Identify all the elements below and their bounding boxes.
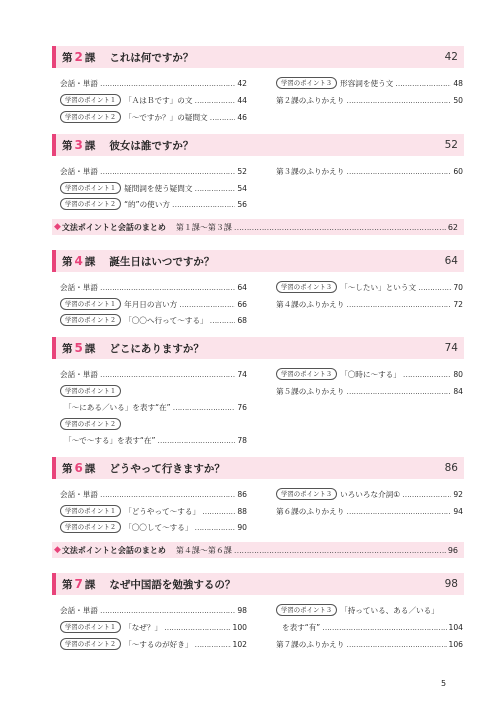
lesson-page: 86 <box>444 462 458 474</box>
toc-row[interactable]: 学習のポイント２ 「〇〇へ行って〜する」 ………………………………………………………………………………………………………………………… 68 <box>60 313 247 327</box>
point-badge: 学習のポイント３ <box>276 368 337 380</box>
toc-row[interactable]: 第４課のふりかえり ………………………………………………………………………………………………………………………… 72 <box>276 297 463 311</box>
lesson-number: 第 6 課 <box>62 460 96 475</box>
toc-row[interactable]: 学習のポイント２ “的”の使い方 ………………………………………………………………………………………………………………………… 56 <box>60 197 247 211</box>
summary-row[interactable] <box>52 219 464 235</box>
point-badge: 学習のポイント３ <box>276 77 337 89</box>
lesson-title: どうやって行きますか？ <box>109 462 225 475</box>
toc-row[interactable]: 第５課のふりかえり ………………………………………………………………………………………………………………………… 84 <box>276 384 463 398</box>
lesson-header <box>52 46 464 68</box>
lesson-number: 第 2 課 <box>62 49 96 64</box>
point-badge: 学習のポイント３ <box>276 604 337 616</box>
lesson-2 <box>52 46 464 68</box>
toc-row[interactable]: を表す“有” ………………………………………………………………………………………………………………………… 104 <box>282 620 463 634</box>
point-badge: 学習のポイント３ <box>276 488 337 500</box>
point-badge: 学習のポイント１ <box>60 385 121 397</box>
summary-range: 第１課〜第３課 <box>175 222 232 232</box>
lesson-header <box>52 457 464 479</box>
lesson-page: 42 <box>444 51 458 63</box>
point-badge: 学習のポイント２ <box>60 418 121 430</box>
toc-row[interactable]: 学習のポイント３ 「持っている、ある／いる」 <box>276 603 463 617</box>
point-badge: 学習のポイント１ <box>60 621 121 633</box>
toc-row[interactable]: 学習のポイント１ 「どうやって〜する」 ………………………………………………………………………………………………………………………… 88 <box>60 504 247 518</box>
lesson-page: 64 <box>444 255 458 267</box>
toc-row[interactable]: 学習のポイント１ 年月日の言い方 ………………………………………………………………………………………………………………………… 66 <box>60 297 247 311</box>
summary-title: 文法ポイントと会話のまとめ <box>61 545 166 555</box>
toc-row[interactable]: 学習のポイント２ 「〜ですか？」の疑問文 ………………………………………………………………………………………………………………………… 46 <box>60 110 247 124</box>
lesson-page: 98 <box>444 578 458 590</box>
toc-row[interactable]: 会話・単語 ………………………………………………………………………………………………………………………… 86 <box>60 487 247 501</box>
toc-row[interactable]: 「〜で〜する」を表す“在” ………………………………………………………………………………………………………………………… 78 <box>64 433 247 447</box>
lesson-title: 誕生日はいつですか？ <box>109 255 215 268</box>
summary-title: 文法ポイントと会話のまとめ <box>61 222 166 232</box>
toc-row[interactable]: 会話・単語 ………………………………………………………………………………………………………………………… 64 <box>60 280 247 294</box>
diamond-icon: ◆ <box>54 545 61 555</box>
lesson-title: 彼女は誰ですか？ <box>109 139 194 152</box>
toc-row[interactable]: 第３課のふりかえり ………………………………………………………………………………………………………………………… 60 <box>276 164 463 178</box>
toc-row[interactable]: 会話・単語 ………………………………………………………………………………………………………………………… 42 <box>60 76 247 90</box>
lesson-number: 第 5 課 <box>62 340 96 355</box>
toc-row[interactable]: 第２課のふりかえり ………………………………………………………………………………………………………………………… 50 <box>276 93 463 107</box>
point-badge: 学習のポイント１ <box>60 182 121 194</box>
lesson-page: 74 <box>444 342 458 354</box>
toc-row[interactable]: 学習のポイント３ 「〜したい」という文 ………………………………………………………………………………………………………………………… 70 <box>276 280 463 294</box>
toc-row[interactable]: 第７課のふりかえり ………………………………………………………………………………………………………………………… 106 <box>276 637 463 651</box>
toc-row[interactable]: 「〜にある／いる」を表す“在” ………………………………………………………………………………………………………………………… 76 <box>64 400 247 414</box>
toc-row[interactable]: 学習のポイント３ いろいろな介詞① ………………………………………………………………………………………………………………………… 92 <box>276 487 463 501</box>
diamond-icon: ◆ <box>54 222 61 232</box>
toc-row[interactable]: 会話・単語 ………………………………………………………………………………………………………………………… 74 <box>60 367 247 381</box>
lesson-6 <box>52 457 464 479</box>
lesson-7 <box>52 573 464 595</box>
point-badge: 学習のポイント１ <box>60 505 121 517</box>
point-badge: 学習のポイント２ <box>60 521 121 533</box>
point-badge: 学習のポイント１ <box>60 94 121 106</box>
toc-row[interactable]: 学習のポイント２ 「〇〇して〜する」 ………………………………………………………………………………………………………………………… 90 <box>60 520 247 534</box>
toc-row[interactable]: 学習のポイント２ 「〜するのが好き」 ………………………………………………………………………………………………………………………… 102 <box>60 637 247 651</box>
summary-page: 96 <box>447 545 458 555</box>
point-badge: 学習のポイント２ <box>60 198 121 210</box>
toc-row[interactable]: 学習のポイント１ 「なぜ？」 ………………………………………………………………………………………………………………………… 100 <box>60 620 247 634</box>
lesson-5 <box>52 337 464 359</box>
point-badge: 学習のポイント２ <box>60 638 121 650</box>
summary-range: 第４課〜第６課 <box>175 545 232 555</box>
lesson-number: 第 3 課 <box>62 137 96 152</box>
lesson-number: 第 7 課 <box>62 576 96 591</box>
lesson-header <box>52 337 464 359</box>
toc-row <box>60 384 247 398</box>
lesson-header <box>52 134 464 156</box>
point-badge: 学習のポイント１ <box>60 298 121 310</box>
lesson-header <box>52 250 464 272</box>
lesson-title: なぜ中国語を勉強するの？ <box>109 578 236 591</box>
point-badge: 学習のポイント２ <box>60 314 121 326</box>
toc-row <box>60 417 247 431</box>
page-number: 5 <box>441 679 447 688</box>
toc-row[interactable]: 学習のポイント３ 形容詞を使う文 ………………………………………………………………………………………………………………………… 48 <box>276 76 463 90</box>
point-badge: 学習のポイント３ <box>276 281 337 293</box>
point-badge: 学習のポイント２ <box>60 111 121 123</box>
lesson-title: これは何ですか？ <box>109 51 194 64</box>
summary-page: 62 <box>447 222 458 232</box>
toc-row[interactable]: 学習のポイント１ 「ＡはＢです」の文 ………………………………………………………………………………………………………………………… 44 <box>60 93 247 107</box>
lesson-4 <box>52 250 464 272</box>
toc-row[interactable]: 学習のポイント３ 「〇時に〜する」 ………………………………………………………………………………………………………………………… 80 <box>276 367 463 381</box>
lesson-3 <box>52 134 464 156</box>
lesson-number: 第 4 課 <box>62 253 96 268</box>
toc-row[interactable]: 会話・単語 ………………………………………………………………………………………………………………………… 52 <box>60 164 247 178</box>
summary-row[interactable] <box>52 542 464 558</box>
toc-row[interactable]: 会話・単語 ………………………………………………………………………………………………………………………… 98 <box>60 603 247 617</box>
lesson-title: どこにありますか？ <box>109 342 204 355</box>
toc-row[interactable]: 第６課のふりかえり ………………………………………………………………………………………………………………………… 94 <box>276 504 463 518</box>
lesson-header <box>52 573 464 595</box>
toc-row[interactable]: 学習のポイント１ 疑問詞を使う疑問文 ………………………………………………………………………………………………………………………… 54 <box>60 181 247 195</box>
lesson-page: 52 <box>444 139 458 151</box>
